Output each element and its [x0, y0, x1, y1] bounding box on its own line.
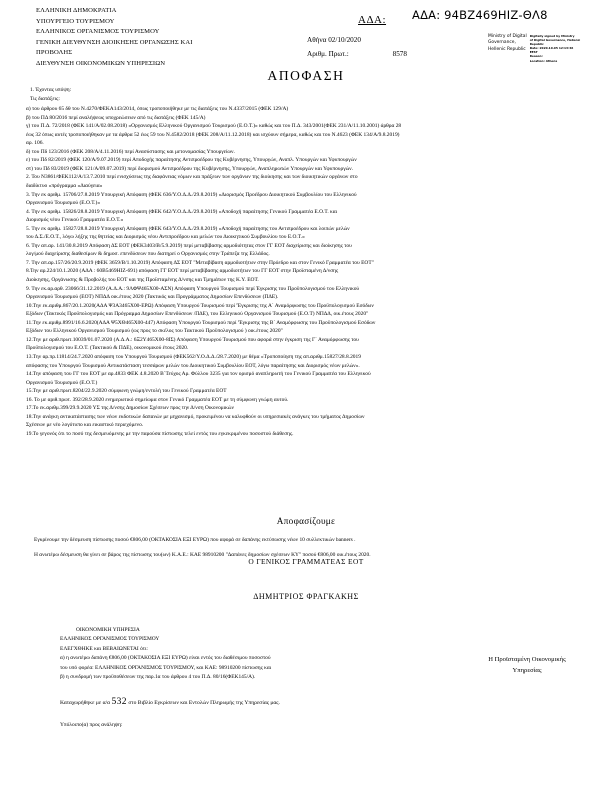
signer-title: Ο ΓΕΝΙΚΟΣ ΓΡΑΜΜΑΤΕΑΣ ΕΟΤ [248, 557, 364, 566]
registration-prefix: Καταχωρήθηκε με α/α [60, 700, 111, 706]
registration-number: 532 [111, 697, 127, 707]
legal-basis-line: 4. Την εκ αριθμ. 15826/28.8.2019 Υπουργική Απόφαση (ΦΕΚ 642/Υ.Ο.Δ.Δ./29.8.2019) «Αποδοχή παραίτησης Γενικού Γραμματέα Ε.Ο.Τ. και [26, 208, 338, 215]
signature-detail-line-6: Reason: [529, 54, 543, 59]
legal-basis-line: 19.Το γεγονός ότι το ποσό της δεσμευόμενης με την παρούσα πίστωσης τελεί εντός του εγκεκριμένου ποσοστού διάθεσης. [26, 430, 294, 437]
legal-basis-line: λογ/μού διαχείρισης διαθεσίμων & δημοσ. επενδύσεων που διατηρεί ο Οργανισμός στην Τράπεζα της Ελλάδος. [26, 251, 270, 258]
legal-basis-line: Εξόδων του Ελληνικού Οργανισμού Τουρισμού (ως προς το σκέλος του Τακτικού Προϋπολογισμού ) οικ.έτους 2020" [26, 328, 283, 335]
financial-service-clause-a: α) η ανωτέρω δαπάνη €806,00 (ΟΚΤΑΚΟΣΙΑ ΕΞΙ ΕΥΡΩ) είναι εντός του διαθέσιμου ποσοστού [60, 655, 271, 662]
legal-basis-section [26, 86, 592, 438]
financial-service-block [60, 626, 460, 682]
legal-basis-line: 14.Την απόφαση του ΓΓ του ΕΟΤ με αρ.4833 ΦΕΚ 4.8.2020 Β΄Τεύχος Αρ. Φύλλου 3235 για τον ορισμό αναπληρωτή του Γενικού Γραμματέα του Ελληνικού [26, 371, 371, 378]
financial-service-certified: ΕΛΕΓΧΘΗΚΕ και ΒΕΒΑΙΩΝΕΤΑΙ ότι: [60, 645, 148, 652]
legal-basis-line: Προϋπολογισμού του Ε.Ο.Τ. (Τακτικού & ΠΔΕ), οικονομικού έτους 2020. [26, 345, 189, 352]
legal-basis-line: 18.Την ανάγκη αντικατάστασης των νέων εκδοτικών δαπανών με μηχανισμό, προκειμένου να καλυφθούν οι υπηρεσιακές ανάγκες του τμήματος Δημοσίων [26, 413, 365, 420]
signature-authority [488, 34, 527, 63]
financial-service-clause-a-cont: του υπό φορέα: ΕΛΛΗΝΙΚΟΣ ΟΡΓΑΝΙΣΜΟΣ ΤΟΥΡΙΣΜΟΥ, και ΚΑΕ: 98910200 πίστωσης και [60, 664, 272, 671]
legal-basis-line: Εξόδων (Τακτικός Προϋπολογισμός και Πρόγραμμα Δημοσίων Επενδύσεων /ΠΔΕ), του Ελληνικού Οργανισμού Τουρισμού (Ε.Ο.Τ) ΝΠΔΔ, οικ.έτους 2020" [26, 311, 369, 318]
signature-details [530, 34, 581, 63]
legal-basis-line: Σχέσεων με νέο λογότυπο και εικαστικό περιεχόμενο. [26, 422, 144, 429]
body-subintro: Τις διατάξεις: [30, 95, 60, 102]
authority-line-finance-directorate: ΔΙΕΥΘΥΝΣΗ ΟΙΚΟΝΟΜΙΚΩΝ ΥΠΗΡΕΣΙΩΝ [36, 59, 166, 67]
legal-basis-line: 13.Την αρ.πρ.11814/24.7.2020 απόφαση του Υπουργού Τουρισμού (ΦΕΚ562/Υ.Ο.Δ.Δ./28.7.2020) με θέμα «Τροποποίηση της απ.αριθμ.15827/28.8.2019 [26, 353, 361, 360]
legal-basis-line: 11.Την εκ.αριθμ.8991/16.6.2020(ΑΔΑ Ψ5ΧΘ465Χ00-447) Απόφαση Υπουργού Τουρισμού περί 'Έγκρισης της Β΄ Αναμόρφωσης του Προϋπολογισμού Εσόδων [26, 319, 376, 326]
legal-basis-line: στ) του Πδ 83/2019 (ΦΕΚ 121/Α/09.07.2019) περί διορισμού Αντιπροέδρου της Κυβέρνησης, Υπουργών, Αναπληρωτών Υπουργών και Υφυπουργών. [26, 165, 353, 172]
protocol-label: Αριθμ. Πρωτ.: [307, 50, 349, 58]
legal-basis-line: απόφασης του Υπουργού Τουρισμού Αντικατάσταση τεσσάρων μελών του Διοικητικού Συμβουλίου ΕΟΤ, λόγω παραίτησης και Διορισμός νέων μελών». [26, 362, 360, 369]
authority-line-directorate-general: ΓΕΝΙΚΗ ΔΙΕΥΘΥΝΣΗ ΔΙΟΙΚΗΣΗΣ ΟΡΓΑΝΩΣΗΣ ΚΑΙ [36, 38, 193, 46]
financial-service-title: ΟΙΚΟΝΟΜΙΚΗ ΥΠΗΡΕΣΙΑ [76, 627, 140, 633]
legal-basis-line: 12.Την με αριθ.πρωτ.10039/01.07.2020 (Α.Δ.Α.: 6Ξ2Υ465Χ00-8ΙΣ) Απόφαση Υπουργού Τουρισμού που αφορά στην έγκριση της Γ΄ Αναμόρφωσης του [26, 336, 359, 343]
legal-basis-line: β) του ΠΔ 80/2016 περί αναλήψεως υποχρεώσεων από τις διατάξεις (ΦΕΚ 145/Α) [26, 114, 206, 121]
document-title: ΑΠΟΦΑΣΗ [267, 68, 345, 83]
legal-basis-line: έως 32 όπως αυτές τροποποιήθηκαν με τα άρθρα 52 έως 59 του Ν.4582/2018 (ΦΕΚ 208/Α/11.12.2018) και ισχύουν σήμερα, καθώς και του Ν.4623 (ΦΕΚ 134/Α/9.8.2019) [26, 131, 400, 138]
authority-line-ministry: ΥΠΟΥΡΓΕΙΟ ΤΟΥΡΙΣΜΟΥ [36, 17, 115, 25]
signature-detail-line-7: Location: Athens [529, 58, 558, 63]
financial-officer-line-2: Υπηρεσίας [512, 667, 542, 674]
signature-detail-line-3: Republic [529, 42, 544, 47]
protocol-number: 8578 [392, 50, 407, 58]
ada-code: ΑΔΑ: 94ΒΖ469ΗΙΖ-ΘΛ8 [412, 8, 548, 22]
authority-line-country: ΕΛΛΗΝΙΚΗ ΔΗΜΟΚΡΑΤΙΑ [36, 7, 117, 14]
financial-service-organisation: ΕΛΛΗΝΙΚΟΣ ΟΡΓΑΝΙΣΜΟΣ ΤΟΥΡΙΣΜΟΥ [60, 636, 160, 643]
legal-basis-line: 9. Την εκ.αρ.αρθ. 23066/31.12.2019 (Α.Δ.Α.: 9ΛΦΨ465Χ00-ΑΣΝ) Απόφαση Υπουργού Τουρισμού περί Έγκρισης του Προϋπολογισμού του Ελληνικού [26, 285, 360, 292]
legal-basis-line: 5. Την εκ αριθμ. 15827/28.8.2019 Υπουργική Απόφαση (ΦΕΚ 643/Υ.Ο.Δ.Δ./29.8.2019) «Αποδοχή παραίτησης του Αντιπροέδρου και λοιπών μελών [26, 225, 350, 232]
protocol-row [307, 50, 407, 58]
legal-basis-line: Οργανισμού Τουρισμού (ΕΟΤ) ΝΠΔΔ οικ.έτους 2020 (Τακτικός και Προγράμματος Δημοσίων Επενδύσεων (ΠΔΕ). [26, 294, 279, 301]
legal-basis-line: α) του άρθρου 65 δθ του Ν.4270/ΦΕΚΑ143/2014, όπως τροποποιήθηκε με τις διατάξεις του Ν.4337/2015 (ΦΕΚ 129/Α) [26, 106, 289, 113]
legal-basis-line: 8.Την αρ.224/10.1.2020 (ΑΔΑ : 60Β5469ΗΙΖ-691) απόφαση ΓΓ ΕΟΤ περί μεταβίβασης αρμοδιοτήτων του ΓΓ ΕΟΤ στην Προϊσταμένη Δ/νσης [26, 268, 339, 275]
signature-detail-line-5: EEST [529, 50, 538, 55]
signature-detail-line-2: of Digital Governance, Hellenic [529, 38, 581, 43]
legal-basis-line: 10.Την εκ.αριθμ.867/20.1.2020(ΑΔΑ Ψ3Α3465Χ00-ΕΡΩ) Απόφαση Υπουργού Τουρισμού περί 'Έγκρισης της Α΄ Αναμόρφωσης του Προϋπολογισμού Εσόδων [26, 302, 374, 309]
legal-basis-line: Διοίκησης, Οργάνωσης & Προβολής του ΕΟΤ και της Προϊσταμένης Δ/νσης και Τμημάτων της Κ.Υ. ΕΟΤ. [26, 277, 259, 284]
registration-suffix: στο Βιβλίο Εγκρίσεων και Εντολών Πληρωμής της Υπηρεσίας μας. [128, 700, 280, 706]
signer-name: ΔΗΜΗΤΡΙΟΣ ΦΡΑΓΚΑΚΗΣ [253, 592, 359, 601]
legal-basis-line: 3. Την εκ αριθμ. 15706/27.8.2019 Υπουργική Απόφαση (ΦΕΚ 636/Υ.Ο.Δ.Δ./29.8.2019) «Διορισμός Προέδρου Διοικητικού Συμβουλίου του Ελληνικού [26, 191, 357, 198]
signature-authority-line-1: Ministry of Digital [488, 34, 527, 39]
digital-signature-stamp [488, 34, 612, 63]
legal-basis-line: 15.Την με αριθ.πρωτ.8204/22.9.2020 σύμφωνη γνώμη/εντολή του Γενικού Γραμματέα ΕΟΤ [26, 388, 227, 395]
legal-basis-line: ε) του Πδ 82/2019 (ΦΕΚ 120/Α/9.07.2019) περί Αποδοχής παραίτησης Αντιπροέδρου της Κυβέρνησης, Υπουργών, Αναπλ. Υπουργών και Υφυπουργών [26, 157, 357, 164]
authority-line-promotion: ΠΡΟΒΟΛΗΣ [36, 49, 73, 57]
authority-line-organisation: ΕΛΛΗΝΙΚΟΣ ΟΡΓΑΝΙΣΜΟΣ ΤΟΥΡΙΣΜΟΥ [36, 28, 160, 36]
legal-basis-line: γ) του Π.Δ. 72/2018 (ΦΕΚ 141/Α/02.08.2018) «Οργανισμός Ελληνικού Οργανισμού Τουρισμού (Ε.Ο.Τ.)» καθώς και του Π.Δ. 343/2001(ΦΕΚ 231/Α/11.10.2001) άρθρα 28 [26, 123, 402, 130]
legal-basis-line: Οργανισμού Τουρισμού (Ε.Ο.Τ.) [26, 379, 98, 386]
place-and-date: Αθήνα 02/10/2020 [307, 36, 361, 44]
financial-service-clause-b: β) η συνδρομή των προϋποθέσεων της παρ.1α του άρθρου 4 του Π.Δ. 80/16(ΦΕΚ145/Α). [60, 674, 256, 681]
legal-basis-line: 16. Το με αριθ.πρωτ. 392/28.9.2020 ενημερωτικό σημείωμα στον Γενικό Γραμματέα ΕΟΤ με τη σύμφωνη γνώμη αυτού. [26, 396, 289, 403]
signature-authority-line-2: Governance, [488, 40, 516, 46]
financial-officer-line-1: Η Προϊσταμένη Οικονομικής [488, 656, 566, 663]
decision-heading: Αποφασίζουμε [276, 516, 336, 526]
legal-basis-line: 17.Το εκ.αριθμ.399/29.9.2020 ΥΣ της Δ/νσης Δημοσίων Σχέσεων προς την Δ/νση Οικονομικών [26, 405, 234, 412]
legal-basis-line: 7. Την απ.αρ.157/26/20.9.2019 (ΦΕΚ 3659/Β/1.10.2019) Απόφαση ΔΣ ΕΟΤ "Μεταβίβαση αρμοδιοτήτων στην Πρόεδρο και στον Γενικό Γραμματέα του ΕΟΤ" [26, 259, 374, 266]
ada-label: ΑΔΑ: [358, 14, 387, 26]
legal-basis-line: Οργανισμού Τουρισμού (Ε.Ο.Τ.)» [26, 200, 101, 207]
legal-basis-line: δ) του Πδ 123/2016 (ΦΕΚ 208/Α/4.11.2016) περί Ανασύστασης και μετονομασίας Υπουργείων. [26, 148, 235, 155]
body-intro: 1. Έχοντας υπόψη: [30, 87, 72, 93]
legal-basis-line: 2. Του Ν3861/ΦΕΚ112/Α/13.7.2010 περί ενισχύσεως της διαφάνειας νόμων και πράξεων των οργάνων της διοίκησης και των διοικητικών οργάνων στο [26, 174, 358, 181]
financial-officer-signature [452, 654, 602, 676]
registration-line [60, 697, 480, 707]
decision-line-kae: Η ανωτέρω δέσμευση θα γίνει σε βάρος της πίστωσης του(ων) Κ.Α.Ε.: ΚΑΕ 98910200 "Δαπάνες δημοσίων σχέσεων ΚΥ" ποσού €806,00 οικ.έτους 2020. [34, 552, 371, 559]
signature-authority-line-3: Hellenic Republic [488, 46, 526, 52]
legal-basis-line: του Δ.Σ./Ε.Ο.Τ., λόγω λήξης της θητείας και Διορισμός νέου Αντιπροέδρου και μελών του Διοικητικού Συμβουλίου του Ε.Ο.Τ.» [26, 234, 305, 241]
remaining-balance-label: Υπόλοιπο(α) προς ανάληψη: [60, 722, 123, 728]
legal-basis-line: διαδίκτυο «πρόγραμμα «Διαύγεια» [26, 183, 103, 190]
legal-basis-line: αρ. 106. [26, 140, 44, 147]
signature-detail-line-1: Digitally signed by Ministry [529, 34, 575, 38]
legal-basis-line: Διορισμός νέου Γενικού Γραμματέα Ε.Ο.Τ.» [26, 217, 124, 224]
signature-detail-line-4: Date: 2020.10.05 12:13:46 [529, 46, 574, 51]
issuing-authority-block [36, 6, 336, 70]
decision-line-amount: Εγκρίνουμε την δέσμευση πίστωσης ποσού €806,00 (ΟΚΤΑΚΟΣΙΑ ΕΞΙ ΕΥΡΩ) που αφορά σε δαπάνης εκτύπωσης νέων 10 συλλεκτικών banners . [34, 537, 356, 544]
legal-basis-line: 6. Την απ.αρ. 141/30.8.2019 Απόφαση ΔΣ ΕΟΤ (ΦΕΚ3403/Β/5.9.2019) περί μεταβίβασης αρμοδιότητας στον ΓΓ ΕΟΤ διαχείρισης και διοίκησης του [26, 242, 352, 249]
